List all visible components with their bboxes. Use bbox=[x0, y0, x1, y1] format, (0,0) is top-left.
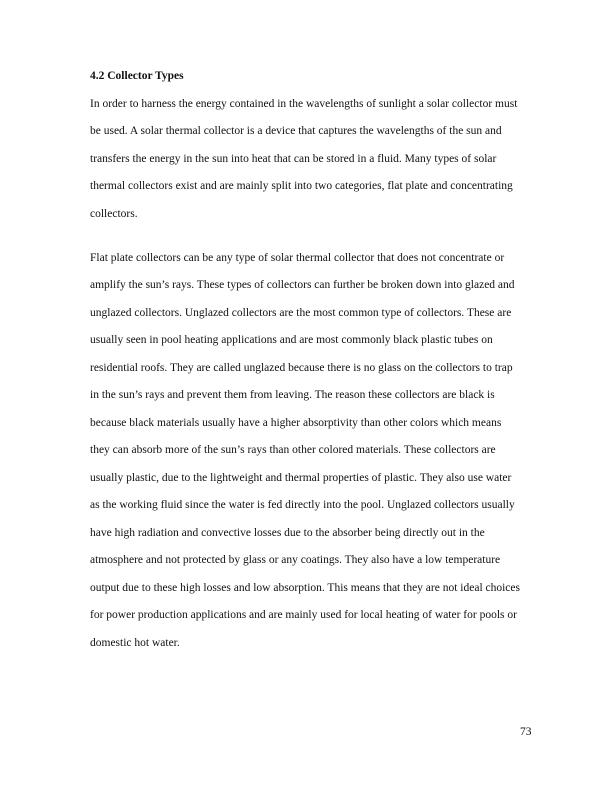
text-line: collectors. bbox=[90, 207, 138, 220]
paragraphs bbox=[90, 91, 560, 658]
text-line: In order to harness the energy contained in the wavelengths of sunlight a solar collector must bbox=[90, 97, 518, 110]
section-heading: 4.2 Collector Types bbox=[90, 70, 184, 82]
text-line: they can absorb more of the sun’s rays than other colored materials. These collectors are bbox=[90, 444, 496, 456]
text-line: domestic hot water. bbox=[90, 636, 180, 649]
text-line: residential roofs. They are called unglazed because there is no glass on the collectors to trap bbox=[90, 361, 513, 374]
text-line: thermal collectors exist and are mainly split into two categories, flat plate and concentrating bbox=[90, 180, 513, 192]
text-line: for power production applications and are mainly used for local heating of water for pools or bbox=[90, 609, 517, 621]
text-line: Flat plate collectors can be any type of solar thermal collector that does not concentrate or bbox=[90, 251, 505, 264]
page-content bbox=[90, 63, 560, 657]
text-line: transfers the energy in the sun into heat that can be stored in a fluid. Many types of solar bbox=[90, 152, 497, 165]
text-line: usually plastic, due to the lightweight and thermal properties of plastic. They also use water bbox=[90, 471, 512, 484]
text-line: because black materials usually have a higher absorptivity than other colors which means bbox=[90, 416, 502, 429]
page-number: 73 bbox=[520, 726, 532, 738]
text-line: unglazed collectors. Unglazed collectors are the most common type of collectors. These are bbox=[90, 306, 512, 319]
paragraph bbox=[90, 245, 560, 658]
text-line: amplify the sun’s rays. These types of collectors can further be broken down into glazed and bbox=[90, 279, 515, 291]
text-line: in the sun’s rays and prevent them from leaving. The reason these collectors are black is bbox=[90, 389, 495, 401]
text-line: output due to these high losses and low absorption. This means that they are not ideal choices bbox=[90, 581, 520, 594]
paragraph bbox=[90, 91, 560, 229]
text-line: have high radiation and convective losses due to the absorber being directly out in the bbox=[90, 526, 485, 539]
text-line: as the working fluid since the water is fed directly into the pool. Unglazed collectors usually bbox=[90, 499, 515, 511]
text-line: usually seen in pool heating applications and are most commonly black plastic tubes on bbox=[90, 334, 493, 346]
text-line: atmosphere and not protected by glass or any coatings. They also have a low temperature bbox=[90, 554, 501, 566]
text-line: be used. A solar thermal collector is a device that captures the wavelengths of the sun and bbox=[90, 125, 502, 137]
